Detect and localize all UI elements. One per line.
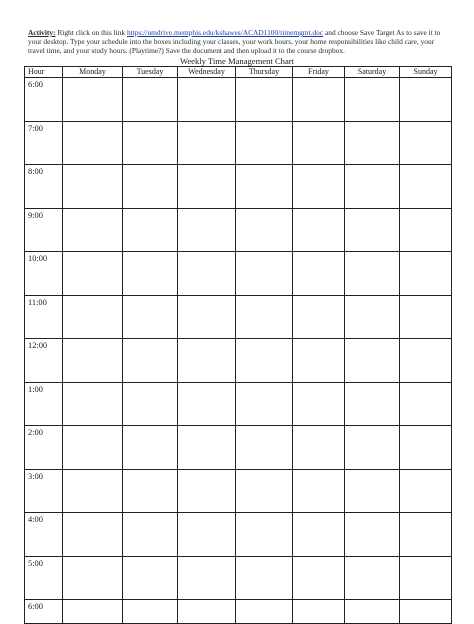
schedule-cell-sunday[interactable] <box>400 252 452 296</box>
schedule-cell-friday[interactable] <box>293 469 345 513</box>
day-header-saturday: Saturday <box>345 67 400 78</box>
schedule-cell-sunday[interactable] <box>400 295 452 339</box>
time-slot-row <box>25 208 452 252</box>
schedule-cell-wednesday[interactable] <box>178 339 236 383</box>
schedule-cell-monday[interactable] <box>63 382 123 426</box>
time-slot-row <box>25 252 452 296</box>
schedule-cell-friday[interactable] <box>293 165 345 209</box>
schedule-cell-thursday[interactable] <box>236 469 293 513</box>
schedule-cell-monday[interactable] <box>63 295 123 339</box>
schedule-cell-thursday[interactable] <box>236 208 293 252</box>
time-label: 9:00 <box>25 208 63 252</box>
schedule-cell-tuesday[interactable] <box>123 295 178 339</box>
schedule-cell-sunday[interactable] <box>400 469 452 513</box>
schedule-cell-friday[interactable] <box>293 339 345 383</box>
schedule-cell-monday[interactable] <box>63 121 123 165</box>
day-header-friday: Friday <box>293 67 345 78</box>
schedule-cell-sunday[interactable] <box>400 208 452 252</box>
schedule-cell-monday[interactable] <box>63 469 123 513</box>
schedule-cell-saturday[interactable] <box>345 339 400 383</box>
schedule-cell-thursday[interactable] <box>236 121 293 165</box>
schedule-cell-tuesday[interactable] <box>123 339 178 383</box>
schedule-cell-wednesday[interactable] <box>178 165 236 209</box>
schedule-cell-tuesday[interactable] <box>123 382 178 426</box>
hour-column-header: Hour <box>25 67 63 78</box>
schedule-cell-wednesday[interactable] <box>178 513 236 557</box>
time-label: 5:00 <box>25 556 63 600</box>
schedule-cell-wednesday[interactable] <box>178 382 236 426</box>
time-label: 6:00 <box>25 600 63 624</box>
schedule-cell-thursday[interactable] <box>236 556 293 600</box>
chart-title: Weekly Time Management Chart <box>179 56 295 66</box>
schedule-cell-friday[interactable] <box>293 252 345 296</box>
day-header-thursday: Thursday <box>236 67 293 78</box>
schedule-cell-thursday[interactable] <box>236 382 293 426</box>
schedule-cell-tuesday[interactable] <box>123 165 178 209</box>
schedule-cell-tuesday[interactable] <box>123 121 178 165</box>
schedule-cell-saturday[interactable] <box>345 252 400 296</box>
schedule-cell-monday[interactable] <box>63 252 123 296</box>
instructions-text-start: Right click on this link <box>55 28 127 37</box>
schedule-cell-saturday[interactable] <box>345 165 400 209</box>
schedule-cell-friday[interactable] <box>293 295 345 339</box>
time-label: 12:00 <box>25 339 63 383</box>
time-slot-row <box>25 513 452 557</box>
schedule-cell-wednesday[interactable] <box>178 208 236 252</box>
time-label: 11:00 <box>25 295 63 339</box>
schedule-cell-tuesday[interactable] <box>123 556 178 600</box>
day-header-wednesday: Wednesday <box>178 67 236 78</box>
schedule-cell-saturday[interactable] <box>345 295 400 339</box>
schedule-cell-saturday[interactable] <box>345 426 400 470</box>
schedule-cell-wednesday[interactable] <box>178 426 236 470</box>
schedule-cell-monday[interactable] <box>63 208 123 252</box>
schedule-cell-sunday[interactable] <box>400 339 452 383</box>
schedule-cell-friday[interactable] <box>293 208 345 252</box>
instructions-text-end: and choose Save Target As to save it to your desktop. Type your schedule into the boxes including your classes, your work hours, your home responsibilities like child care, your travel time, and your study hours. (Playtime?) Save the document and then upload it to the course dropbox. <box>28 28 441 56</box>
time-label: 8:00 <box>25 165 63 209</box>
schedule-cell-monday[interactable] <box>63 426 123 470</box>
schedule-cell-friday[interactable] <box>293 382 345 426</box>
schedule-cell-wednesday[interactable] <box>178 252 236 296</box>
schedule-cell-sunday[interactable] <box>400 165 452 209</box>
schedule-cell-tuesday[interactable] <box>123 426 178 470</box>
schedule-cell-friday[interactable] <box>293 121 345 165</box>
schedule-cell-saturday[interactable] <box>345 208 400 252</box>
schedule-cell-thursday[interactable] <box>236 78 293 122</box>
schedule-cell-thursday[interactable] <box>236 252 293 296</box>
time-label: 10:00 <box>25 252 63 296</box>
schedule-cell-tuesday[interactable] <box>123 78 178 122</box>
time-slot-row <box>25 339 452 383</box>
time-label: 1:00 <box>25 382 63 426</box>
schedule-cell-saturday[interactable] <box>345 121 400 165</box>
schedule-cell-tuesday[interactable] <box>123 513 178 557</box>
schedule-cell-monday[interactable] <box>63 556 123 600</box>
schedule-cell-friday[interactable] <box>293 78 345 122</box>
schedule-body <box>25 78 452 624</box>
time-slot-row <box>25 121 452 165</box>
time-slot-row <box>25 295 452 339</box>
schedule-cell-sunday[interactable] <box>400 513 452 557</box>
schedule-cell-monday[interactable] <box>63 339 123 383</box>
schedule-cell-sunday[interactable] <box>400 78 452 122</box>
time-slot-row <box>25 426 452 470</box>
activity-instructions <box>28 28 448 56</box>
schedule-cell-wednesday[interactable] <box>178 556 236 600</box>
time-slot-row <box>25 469 452 513</box>
schedule-cell-monday[interactable] <box>63 78 123 122</box>
day-header-tuesday: Tuesday <box>123 67 178 78</box>
schedule-cell-friday[interactable] <box>293 513 345 557</box>
schedule-cell-saturday[interactable] <box>345 513 400 557</box>
time-slot-row <box>25 556 452 600</box>
time-label: 6:00 <box>25 78 63 122</box>
schedule-cell-monday[interactable] <box>63 165 123 209</box>
schedule-cell-wednesday[interactable] <box>178 469 236 513</box>
schedule-cell-thursday[interactable] <box>236 165 293 209</box>
day-header-sunday: Sunday <box>400 67 452 78</box>
schedule-cell-saturday[interactable] <box>345 556 400 600</box>
schedule-cell-wednesday[interactable] <box>178 121 236 165</box>
schedule-cell-saturday[interactable] <box>345 382 400 426</box>
time-label: 4:00 <box>25 513 63 557</box>
time-label: 7:00 <box>25 121 63 165</box>
schedule-cell-saturday[interactable] <box>345 469 400 513</box>
schedule-cell-friday[interactable] <box>293 556 345 600</box>
schedule-cell-tuesday[interactable] <box>123 469 178 513</box>
schedule-cell-tuesday[interactable] <box>123 208 178 252</box>
weekly-schedule-table <box>24 66 452 624</box>
time-slot-row <box>25 165 452 209</box>
activity-label: Activity: <box>28 28 56 37</box>
schedule-cell-thursday[interactable] <box>236 339 293 383</box>
time-slot-row <box>25 382 452 426</box>
schedule-cell-sunday[interactable] <box>400 382 452 426</box>
schedule-cell-sunday[interactable] <box>400 121 452 165</box>
header-row <box>25 67 452 78</box>
schedule-cell-tuesday[interactable] <box>123 252 178 296</box>
template-document-link[interactable]: https://umdrive.memphis.edu/kshawes/ACAD1100/timemgmt.doc <box>126 28 324 37</box>
schedule-cell-wednesday[interactable] <box>178 78 236 122</box>
schedule-cell-saturday[interactable] <box>345 78 400 122</box>
time-slot-row <box>25 78 452 122</box>
schedule-cell-sunday[interactable] <box>400 556 452 600</box>
schedule-cell-thursday[interactable] <box>236 513 293 557</box>
day-header-monday: Monday <box>63 67 123 78</box>
time-label: 3:00 <box>25 469 63 513</box>
schedule-cell-thursday[interactable] <box>236 295 293 339</box>
time-label: 2:00 <box>25 426 63 470</box>
schedule-cell-friday[interactable] <box>293 426 345 470</box>
schedule-cell-monday[interactable] <box>63 513 123 557</box>
schedule-cell-sunday[interactable] <box>400 426 452 470</box>
schedule-cell-thursday[interactable] <box>236 426 293 470</box>
schedule-cell-wednesday[interactable] <box>178 295 236 339</box>
